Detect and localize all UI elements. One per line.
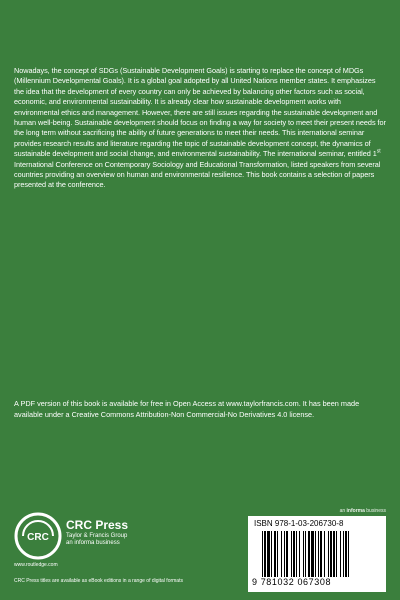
ebook-footnote: CRC Press titles are available as eBook editions in a range of digital formats: [14, 578, 183, 584]
barcode-bar: [271, 531, 272, 577]
crc-logo-text: CRC: [27, 532, 49, 543]
informa-suffix: business: [364, 508, 386, 514]
description-text-part2: International Conference on Contemporary Sociology and Educational Transformation, listed speakers from several countries providing an overview on human and environmental resilience. This book contains a selection of papers presented at the conference.: [14, 159, 381, 190]
barcode-bar: [267, 531, 270, 577]
barcode-bar: [345, 531, 347, 577]
barcode-bar: [340, 531, 341, 577]
barcode-bar: [284, 531, 285, 577]
isbn-label: ISBN 978-1-03-206730-8: [254, 519, 344, 528]
barcode-bar: [305, 531, 306, 577]
barcode-bar: [286, 531, 288, 577]
publisher-website: www.routledge.com: [14, 562, 58, 568]
barcode-bar: [274, 531, 276, 577]
back-cover-description: [14, 66, 386, 191]
isbn-barcode-panel: [248, 516, 386, 592]
barcode-bar: [343, 531, 344, 577]
publisher-group: Taylor & Francis Group: [66, 533, 128, 539]
barcode-bar: [262, 531, 263, 577]
description-text-part1: Nowadays, the concept of SDGs (Sustainable Development Goals) is starting to replace the concept of MDGs (Millennium Developmental Goals). It is a global goal adopted by all United Nations member states. It emphasizes the idea that the development of every country can only be achieved by balancing other factors such as social, economic, and environmental sustainability. It is already clear how sustainable development works with environmental ethics and management. However, there are still issues regarding the sustainable development and human well-being. Sustainable development should focus on finding a way for society to meet their present needs for the long term without sacrificing the ability of future generations to meet their needs. This international seminar provides research results and literature regarding the topic of sustainable development concept, the dynamics of sustainable development and social change, and environmental sustainability. The international seminar, entitled 1: [14, 66, 386, 159]
barcode-bar: [293, 531, 295, 577]
barcode-bar: [296, 531, 297, 577]
barcode-bar: [328, 531, 329, 577]
informa-prefix: an: [339, 508, 347, 514]
publisher-logo: [14, 512, 184, 562]
informa-brand: informa: [346, 508, 365, 514]
barcode-bar: [281, 531, 282, 577]
barcode-digits: 9 781032 067308: [252, 577, 332, 587]
barcode-bar: [311, 531, 314, 577]
barcode-bar: [291, 531, 292, 577]
publisher-tagline: an informa business: [66, 540, 120, 546]
barcode-bar: [303, 531, 304, 577]
open-access-note: A PDF version of this book is available for free in Open Access at www.taylorfrancis.com. It has been made available under a Creative Commons Attribution-Non Commercial-No Derivatives 4.0 license.: [14, 399, 360, 419]
ordinal-superscript: st: [376, 148, 381, 155]
barcode-bar: [320, 531, 322, 577]
barcode-bar: [348, 531, 349, 577]
barcode-bar: [336, 531, 337, 577]
barcode-bar: [264, 531, 266, 577]
barcode-bar: [318, 531, 319, 577]
informa-business-tag: [340, 508, 386, 514]
barcode-bar: [308, 531, 310, 577]
barcode-bar: [333, 531, 335, 577]
barcode-bar: [299, 531, 300, 577]
barcode-bar: [330, 531, 332, 577]
barcode-bar: [324, 531, 325, 577]
crc-logo-icon: [14, 512, 62, 560]
barcode-bar: [277, 531, 278, 577]
barcode-icon: [262, 531, 374, 577]
barcode-bar: [315, 531, 316, 577]
publisher-name: CRC Press: [66, 518, 129, 532]
